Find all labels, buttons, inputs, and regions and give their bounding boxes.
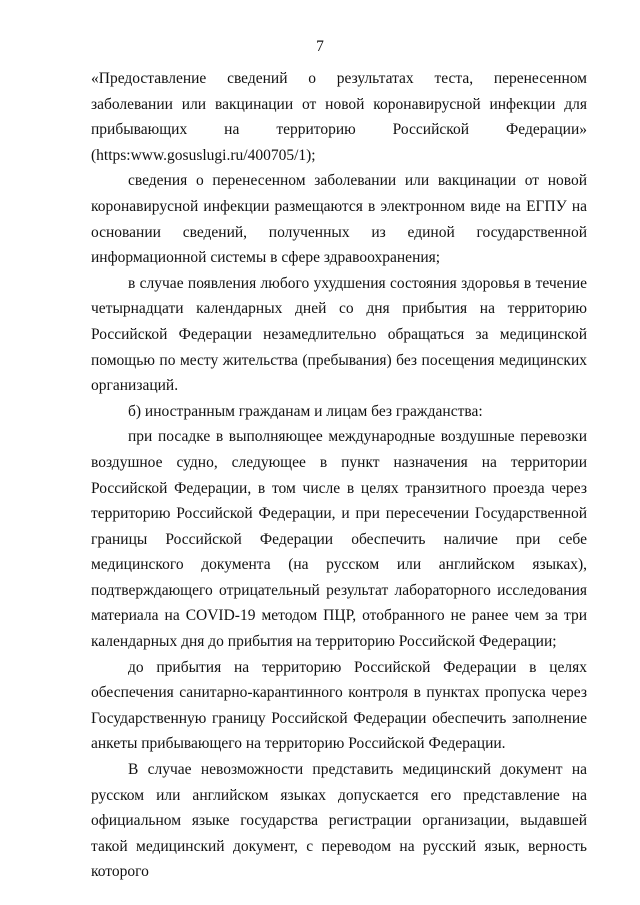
paragraph-boarding-requirements: при посадке в выполняющее международные воздушные перевозки воздушное судно, следующее в пункт назначения на территории Российской Федерации, в том числе в целях транзитного проезда через территорию Российской Федерации, и при пересечении Государственной границы Российской Федерации обеспечить наличие при себе медицинского документа (на русском или английском языках), подтверждающего отрицательный результат лабораторного исследования материала на COVID-19 методом ПЦР, отобранного не ранее чем за три календарных дня до прибытия на территорию Российской Федерации;	[91, 428, 587, 651]
paragraph-service-name: «Предоставление сведений о результатах теста, перенесенном заболевании или вакцинации от новой коронавирусной инфекции для прибывающих на территорию Российской Федерации» (https:www.gosuslugi.ru/400705/1);	[91, 70, 587, 164]
paragraph-illness-vaccination-info: сведения о перенесенном заболевании или вакцинации от новой коронавирусной инфекции размещаются в электронном виде на ЕГПУ на основании сведений, полученных из единой государственной информационной системы в сфере здравоохранения;	[91, 172, 587, 267]
paragraph-foreign-citizens-heading: б) иностранным гражданам и лицам без гражданства:	[128, 402, 483, 420]
paragraph-document-language: В случае невозможности представить медицинский документ на русском или английском языках допускается его представление на официальном языке государства регистрации организации, выдавшей такой медицинский документ, с переводом на русский язык, верность которого	[91, 761, 587, 881]
paragraph-arrival-questionnaire: до прибытия на территорию Российской Федерации в целях обеспечения санитарно-карантинного контроля в пунктах пропуска через Государственную границу Российской Федерации обеспечить заполнение анкеты прибывающего на территорию Российской Федерации.	[91, 658, 587, 753]
paragraph-health-deterioration: в случае появления любого ухудшения состояния здоровья в течение четырнадцати календарных дней со дня прибытия на территорию Российской Федерации незамедлительно обращаться за медицинской помощью по месту жительства (пребывания) без посещения медицинских организаций.	[91, 274, 587, 395]
document-body	[91, 66, 587, 885]
page-number: 7	[316, 38, 324, 55]
